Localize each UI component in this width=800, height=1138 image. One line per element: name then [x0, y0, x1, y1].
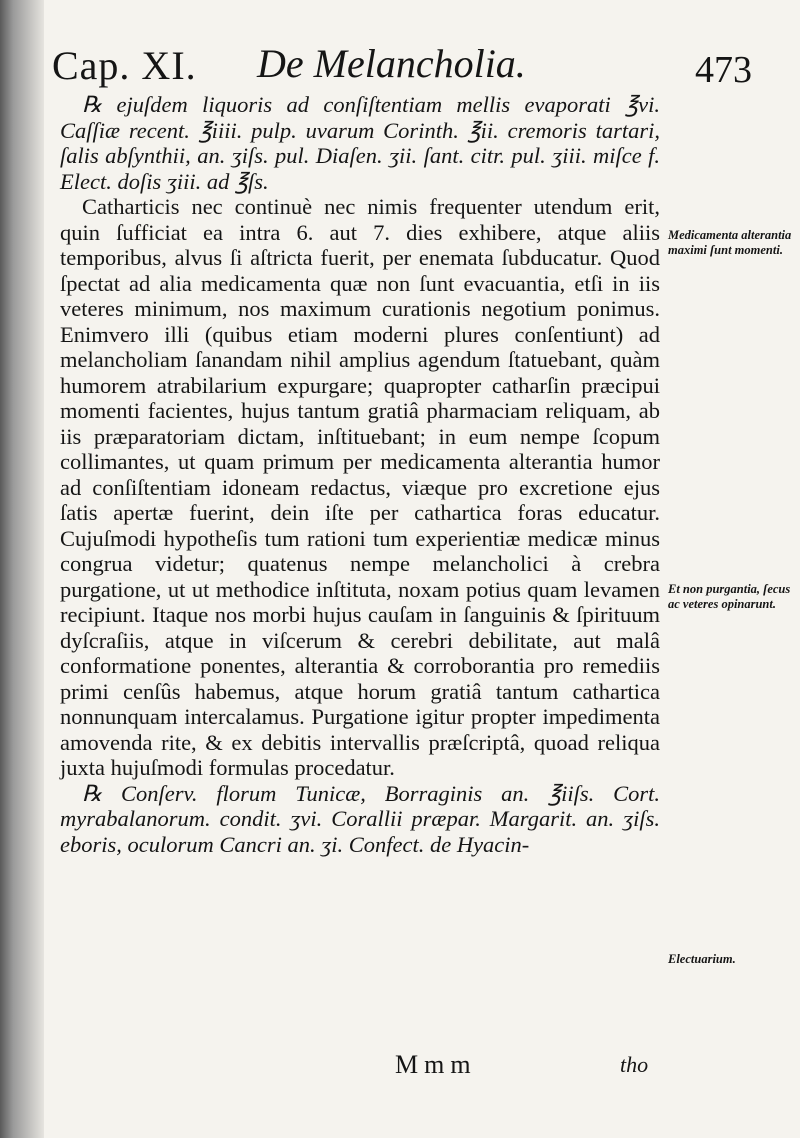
page-footer: [0, 1050, 800, 1090]
running-header: [52, 38, 760, 98]
margin-note-3: Electuarium.: [668, 952, 736, 966]
prescription-paragraph-2: ℞ Conſerv. florum Tunicæ, Borraginis an. ℥iiſs. Cort. myrabalanorum. condit. ʒvi. Corallii præpar. Margarit. an. ʒiſs. eboris, oculorum Cancri an. ʒi. Confect. de Hyacin-: [60, 780, 660, 857]
page-gutter-shadow: [0, 0, 44, 1138]
margin-note-1: Medicamenta alterantia maximi ſunt momenti.: [668, 228, 792, 257]
body-paragraph: Catharticis nec continuè nec nimis frequenter utendum erit, quin ſufficiat ea intra 6. aut 7. dies exhibere, atque aliis temporibus, alvus ſi aſtricta fuerit, per enemata ſubducatur. Quod ſpectat ad alia medicamenta quæ non ſunt evacuantia, etſi in iis veteres minimum, nos maximum curationis negotium ponimus. Enimvero illi (quibus etiam moderni plures conſentiunt) ad melancholiam ſanandam nihil amplius agendum ſtatuebant, quàm humorem atrabilarium expurgare; quapropter catharſin præcipui momenti facientes, hujus tantum gratiâ pharmaciam reliquam, ab iis præparatoriam dictam, inſtituebant; in eum nempe ſcopum collimantes, ut quam primum per medicamenta alterantia humor ad conſiſtentiam idoneam redactus, viæque pro excretione ejus ſatis apertæ fuerint, dein iſte per cathartica foras educatur. Cujuſmodi hypotheſis tum rationi tum experientiæ medicæ minus congrua videtur; quatenus nempe melancholici à crebra purgatione, ut ut methodice inſtituta, noxam potius quam levamen recipiunt. Itaque nos morbi hujus cauſam in ſanguinis & ſpirituum dyſcraſiis, atque in viſcerum & cerebri debilitate, aut malâ conformatione ponentes, alterantia & corroborantia pro remediis primi cenſûs habemus, atque horum gratiâ tantum cathartica nonnunquam intercalamus. Purgatione igitur propter impedimenta amovenda rite, & ex debitis intervallis præſcriptâ, quoad reliqua juxta hujuſmodi formulas procedatur.: [60, 194, 660, 780]
catchword: tho: [620, 1052, 649, 1077]
margin-note-2: Et non purgantia, ſecus ac veteres opinarunt.: [668, 582, 791, 611]
chapter-label: Cap. XI.: [52, 43, 197, 88]
signature-mark: Mmm: [395, 1050, 477, 1079]
main-text: [60, 92, 660, 857]
page-title: De Melancholia.: [257, 41, 526, 86]
page-number: 473: [695, 49, 752, 91]
prescription-paragraph: ℞ ejuſdem liquoris ad conſiſtentiam mellis evaporati ℥vi. Caſſiæ recent. ℥iiii. pulp. uvarum Corinth. ℥ii. cremoris tartari, ſalis abſynthii, an. ʒiſs. pul. Diaſen. ʒii. ſant. citr. pul. ʒiii. miſce f. Elect. doſis ʒiii. ad ℥ſs.: [60, 92, 660, 194]
